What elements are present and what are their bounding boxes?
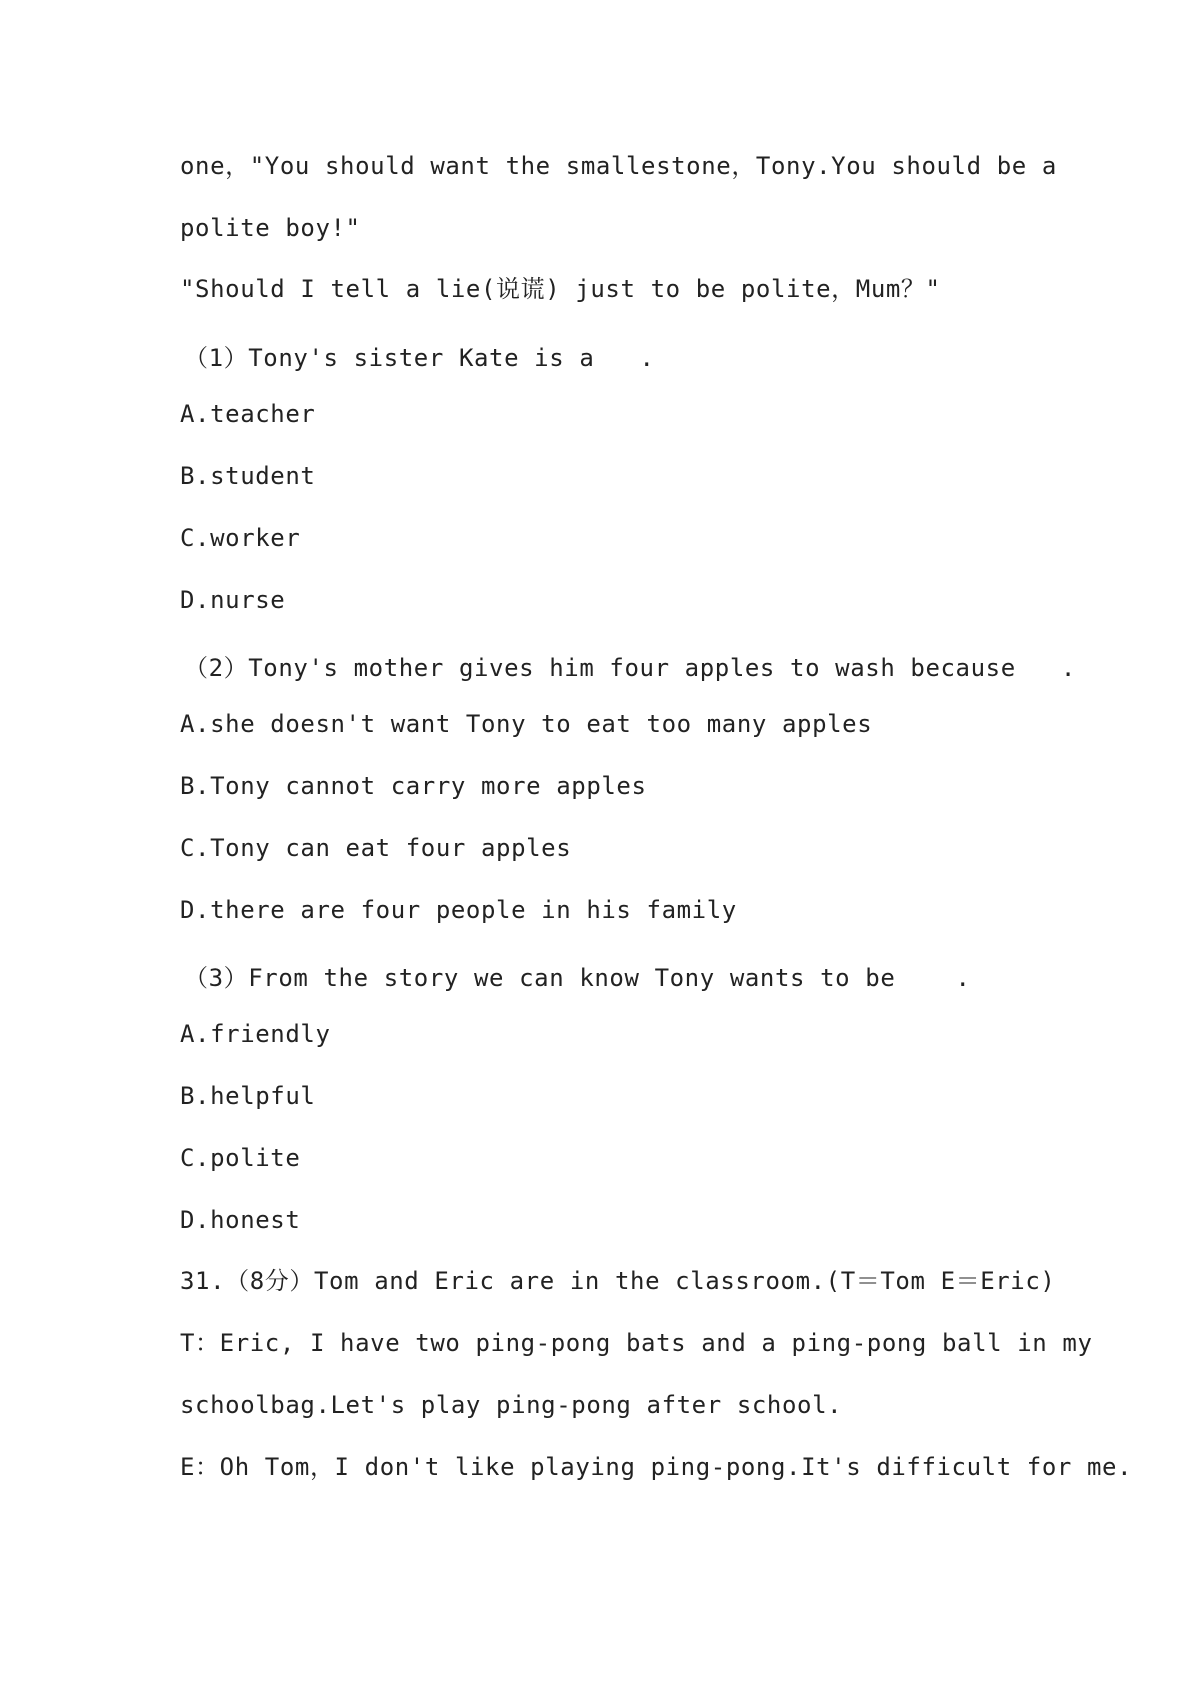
question-1-option-d: D.nurse [180, 586, 286, 614]
question-3-stem: （3）From the story we can know Tony wants to be . [184, 964, 971, 992]
section-31-heading: 31.（8分）Tom and Eric are in the classroom.(T＝Tom E＝Eric) [180, 1267, 1056, 1295]
dialog-line-3: E：Oh Tom，I don't like playing ping-pong.It's difficult for me. [180, 1453, 1133, 1481]
question-3-option-a: A.friendly [180, 1020, 331, 1048]
passage-line-1: one，"You should want the smallestone，Tony.You should be a [180, 152, 1057, 180]
question-1-stem: （1）Tony's sister Kate is a . [184, 344, 655, 372]
passage-line-3: "Should I tell a lie(说谎) just to be polite，Mum？" [180, 275, 941, 303]
question-1-option-c: C.worker [180, 524, 301, 552]
question-1-option-b: B.student [180, 462, 316, 490]
passage-line-2: polite boy!" [180, 214, 361, 242]
question-2-option-c: C.Tony can eat four apples [180, 834, 572, 862]
question-2-option-b: B.Tony cannot carry more apples [180, 772, 647, 800]
dialog-line-1: T：Eric, I have two ping-pong bats and a ping-pong ball in my [180, 1329, 1093, 1357]
question-1-option-a: A.teacher [180, 400, 316, 428]
question-2-option-d: D.there are four people in his family [180, 896, 737, 924]
question-3-option-b: B.helpful [180, 1082, 316, 1110]
question-2-option-a: A.she doesn't want Tony to eat too many apples [180, 710, 873, 738]
question-3-option-c: C.polite [180, 1144, 301, 1172]
question-3-option-d: D.honest [180, 1206, 301, 1234]
dialog-line-2: schoolbag.Let's play ping-pong after school. [180, 1391, 843, 1419]
question-2-stem: （2）Tony's mother gives him four apples to wash because . [184, 654, 1076, 682]
